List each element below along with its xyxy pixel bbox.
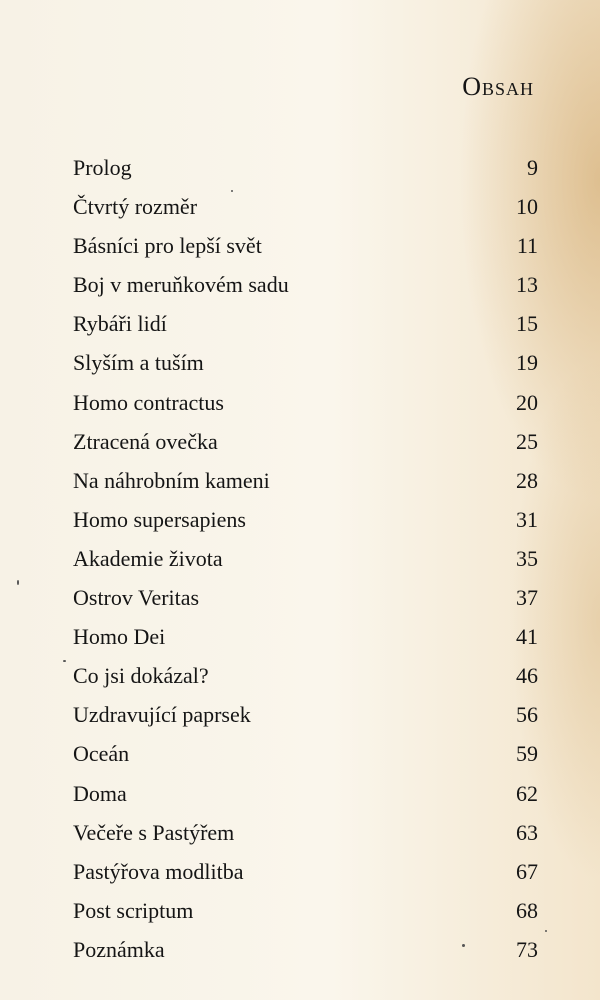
toc-entry bbox=[73, 813, 538, 852]
toc-entry-title: Uzdravující paprsek bbox=[73, 702, 251, 728]
toc-entry-title: Prolog bbox=[73, 155, 132, 180]
toc-entry bbox=[73, 461, 538, 500]
toc-entry-title: Homo supersapiens bbox=[73, 506, 246, 532]
toc-entry-title: Homo Dei bbox=[73, 624, 166, 650]
toc-entry-title: Oceán bbox=[73, 741, 130, 767]
toc-entry-page: 35 bbox=[516, 545, 538, 571]
toc-entry-page: 62 bbox=[516, 780, 538, 806]
table-of-contents bbox=[73, 148, 538, 969]
toc-entry-page: 11 bbox=[516, 233, 538, 259]
toc-entry bbox=[73, 774, 538, 813]
scan-speck bbox=[17, 580, 19, 585]
toc-entry-title: Poznámka bbox=[73, 936, 165, 962]
toc-entry-page: 10 bbox=[516, 194, 538, 220]
toc-entry bbox=[73, 930, 538, 969]
scan-speck bbox=[462, 944, 465, 947]
toc-entry-page: 37 bbox=[516, 585, 538, 611]
toc-entry bbox=[73, 383, 538, 422]
toc-entry bbox=[73, 656, 538, 695]
toc-entry-title: Večeře s Pastýřem bbox=[73, 819, 235, 845]
toc-entry bbox=[73, 852, 538, 891]
scan-speck bbox=[63, 660, 66, 662]
toc-entry-page: 67 bbox=[516, 858, 538, 884]
toc-entry-page: 9 bbox=[527, 155, 538, 180]
toc-entry-page: 56 bbox=[516, 702, 538, 728]
toc-entry-title: Homo contractus bbox=[73, 389, 224, 415]
toc-entry-title: Slyším a tuším bbox=[73, 350, 204, 376]
toc-entry-page: 20 bbox=[516, 389, 538, 415]
toc-entry-title: Post scriptum bbox=[73, 897, 194, 923]
toc-entry-page: 63 bbox=[516, 819, 538, 845]
toc-entry-page: 13 bbox=[516, 272, 538, 298]
toc-entry-page: 41 bbox=[516, 624, 538, 650]
toc-entry-page: 25 bbox=[516, 428, 538, 454]
toc-entry bbox=[73, 578, 538, 617]
toc-entry bbox=[73, 187, 538, 226]
toc-entry bbox=[73, 891, 538, 930]
toc-entry-title: Ostrov Veritas bbox=[73, 585, 200, 611]
toc-entry bbox=[73, 695, 538, 734]
toc-entry-page: 46 bbox=[516, 663, 538, 689]
toc-entry-title: Doma bbox=[73, 780, 127, 806]
toc-entry-title: Čtvrtý rozměr bbox=[73, 194, 198, 220]
toc-entry-title: Boj v meruňkovém sadu bbox=[73, 272, 289, 298]
toc-entry-title: Básníci pro lepší svět bbox=[73, 233, 262, 259]
toc-entry bbox=[73, 734, 538, 773]
toc-entry bbox=[73, 617, 538, 656]
toc-entry bbox=[73, 500, 538, 539]
toc-entry-page: 15 bbox=[516, 311, 538, 337]
scan-speck bbox=[231, 190, 233, 192]
toc-entry-title: Na náhrobním kameni bbox=[73, 467, 270, 493]
scan-speck bbox=[545, 930, 547, 932]
toc-entry-title: Ztracená ovečka bbox=[73, 428, 218, 454]
toc-entry bbox=[73, 265, 538, 304]
toc-entry bbox=[73, 343, 538, 382]
toc-entry bbox=[73, 539, 538, 578]
toc-entry-title: Co jsi dokázal? bbox=[73, 663, 209, 689]
toc-entry bbox=[73, 226, 538, 265]
toc-entry-page: 28 bbox=[516, 467, 538, 493]
toc-entry bbox=[73, 148, 538, 187]
toc-entry-title: Pastýřova modlitba bbox=[73, 858, 244, 884]
toc-entry-page: 59 bbox=[516, 741, 538, 767]
toc-entry-title: Akademie života bbox=[73, 545, 223, 571]
page-title: Obsah bbox=[462, 72, 534, 101]
toc-entry-title: Rybáři lidí bbox=[73, 311, 167, 337]
toc-entry-page: 73 bbox=[516, 936, 538, 962]
toc-entry-page: 68 bbox=[516, 897, 538, 923]
toc-entry-page: 31 bbox=[516, 506, 538, 532]
toc-entry bbox=[73, 304, 538, 343]
toc-entry-page: 19 bbox=[516, 350, 538, 376]
toc-entry bbox=[73, 422, 538, 461]
